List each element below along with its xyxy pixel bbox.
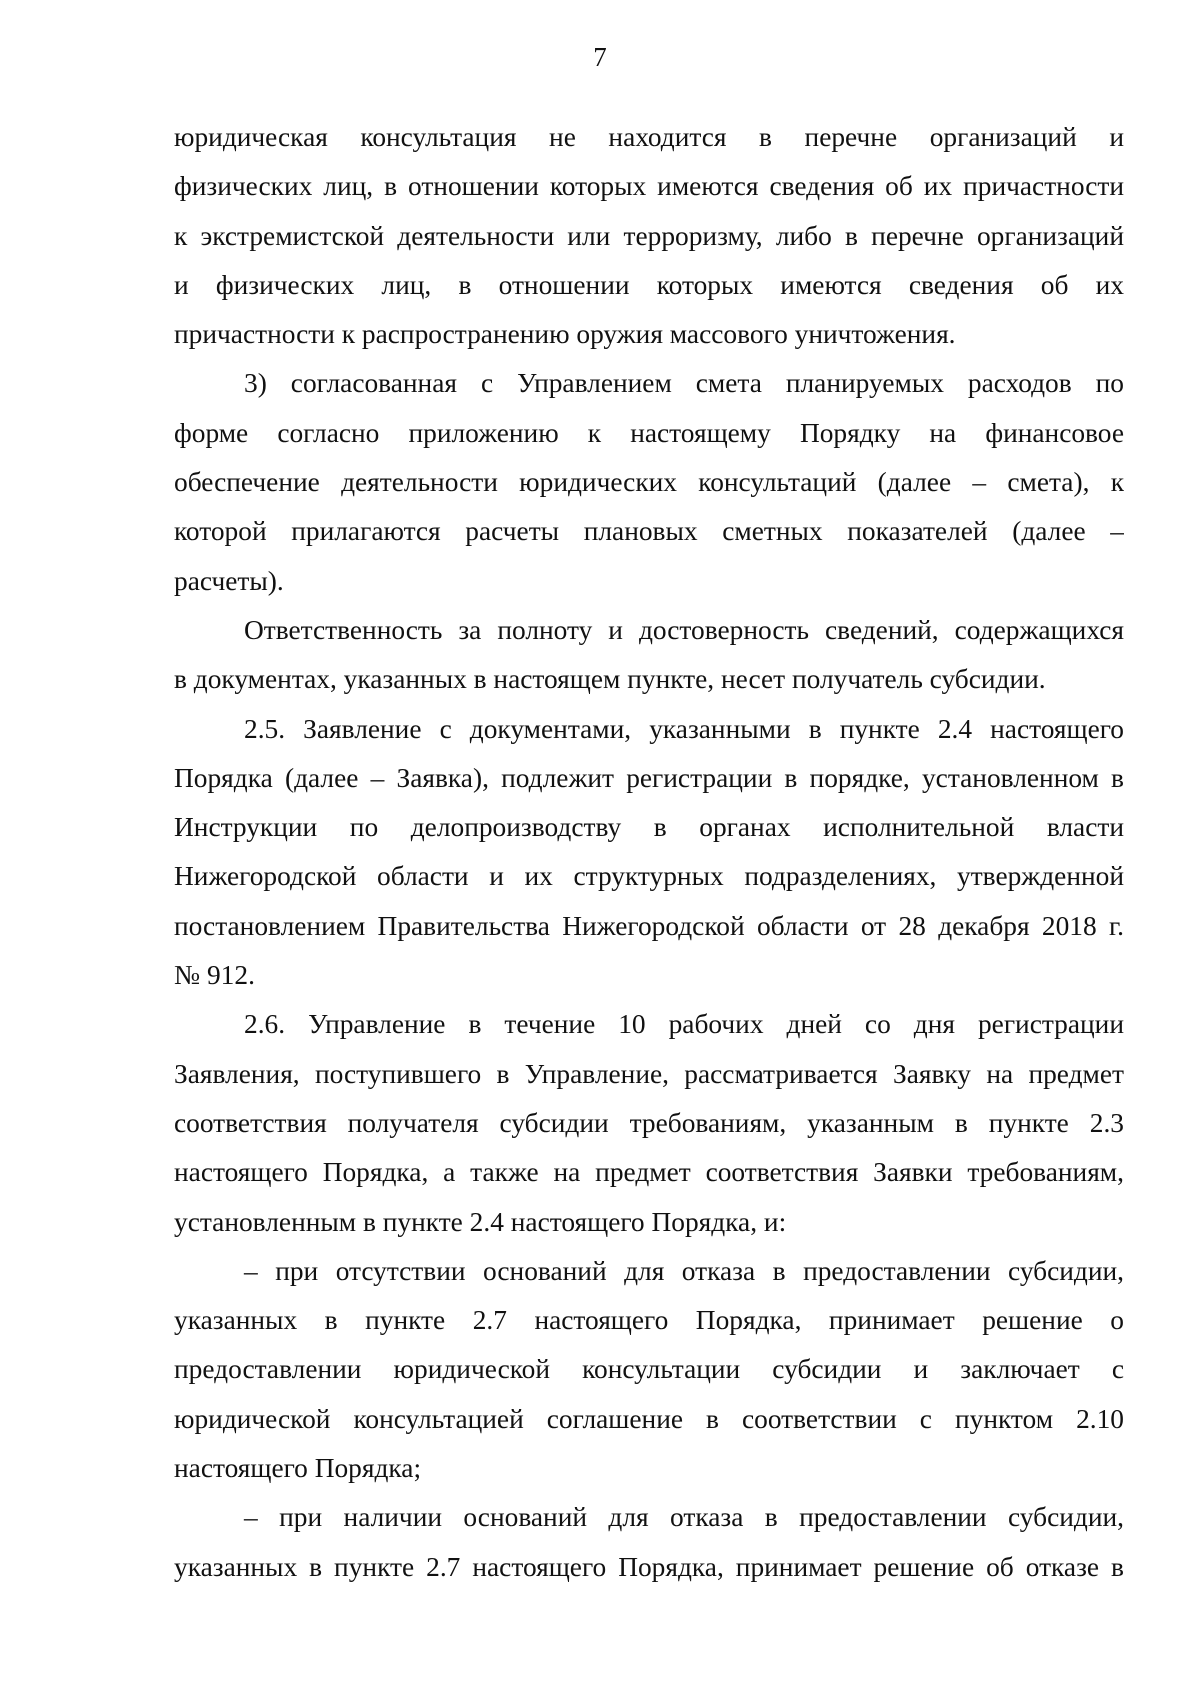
text-line: причастности к распространению оружия массового уничтожения. — [174, 319, 956, 350]
text-line: – при отсутствии оснований для отказа в предоставлении субсидии, — [244, 1255, 1124, 1286]
page-number: 7 — [593, 42, 607, 72]
text-line: Заявления, поступившего в Управление, рассматривается Заявку на предмет — [174, 1058, 1124, 1089]
text-line: соответствия получателя субсидии требованиям, указанным в пункте 2.3 — [174, 1107, 1124, 1138]
text-line: Ответственность за полноту и достоверность сведений, содержащихся — [244, 614, 1124, 645]
text-line: и физических лиц, в отношении которых имеются сведения об их — [174, 269, 1124, 300]
text-line: в документах, указанных в настоящем пункте, несет получатель субсидии. — [174, 664, 1046, 695]
document-body — [174, 113, 1124, 1592]
text-line: физических лиц, в отношении которых имеются сведения об их причастности — [174, 171, 1124, 202]
text-line: к экстремистской деятельности или терроризму, либо в перечне организаций — [174, 220, 1124, 251]
text-line: настоящего Порядка; — [174, 1453, 422, 1484]
text-line: № 912. — [174, 960, 255, 991]
text-line: форме согласно приложению к настоящему Порядку на финансовое — [174, 417, 1124, 448]
text-line: обеспечение деятельности юридических консультаций (далее – смета), к — [174, 467, 1124, 498]
text-line: постановлением Правительства Нижегородской области от 28 декабря 2018 г. — [174, 910, 1124, 941]
text-line: юридическая консультация не находится в перечне организаций и — [174, 122, 1124, 152]
text-line: – при наличии оснований для отказа в предоставлении субсидии, — [244, 1502, 1124, 1533]
text-line: установленным в пункте 2.4 настоящего Порядка, и: — [174, 1206, 787, 1237]
text-line: 2.5. Заявление с документами, указанными в пункте 2.4 настоящего — [244, 713, 1124, 744]
text-line: указанных в пункте 2.7 настоящего Порядка, принимает решение об отказе в — [174, 1551, 1124, 1582]
text-line: расчеты). — [174, 565, 284, 596]
text-line: которой прилагаются расчеты плановых сметных показателей (далее – — [174, 516, 1124, 547]
text-line: Порядка (далее – Заявка), подлежит регистрации в порядке, установленном в — [174, 762, 1124, 793]
text-line: указанных в пункте 2.7 настоящего Порядка, принимает решение о — [174, 1305, 1124, 1336]
text-line: Нижегородской области и их структурных подразделениях, утвержденной — [174, 861, 1124, 892]
text-line: настоящего Порядка, а также на предмет соответствия Заявки требованиям, — [174, 1157, 1124, 1188]
text-line: юридической консультацией соглашение в соответствии с пунктом 2.10 — [174, 1403, 1124, 1434]
text-line: Инструкции по делопроизводству в органах исполнительной власти — [174, 812, 1124, 843]
text-line: предоставлении юридической консультации субсидии и заключает с — [174, 1354, 1124, 1385]
text-line: 2.6. Управление в течение 10 рабочих дней со дня регистрации — [244, 1009, 1124, 1040]
text-line: 3) согласованная с Управлением смета планируемых расходов по — [244, 368, 1124, 399]
